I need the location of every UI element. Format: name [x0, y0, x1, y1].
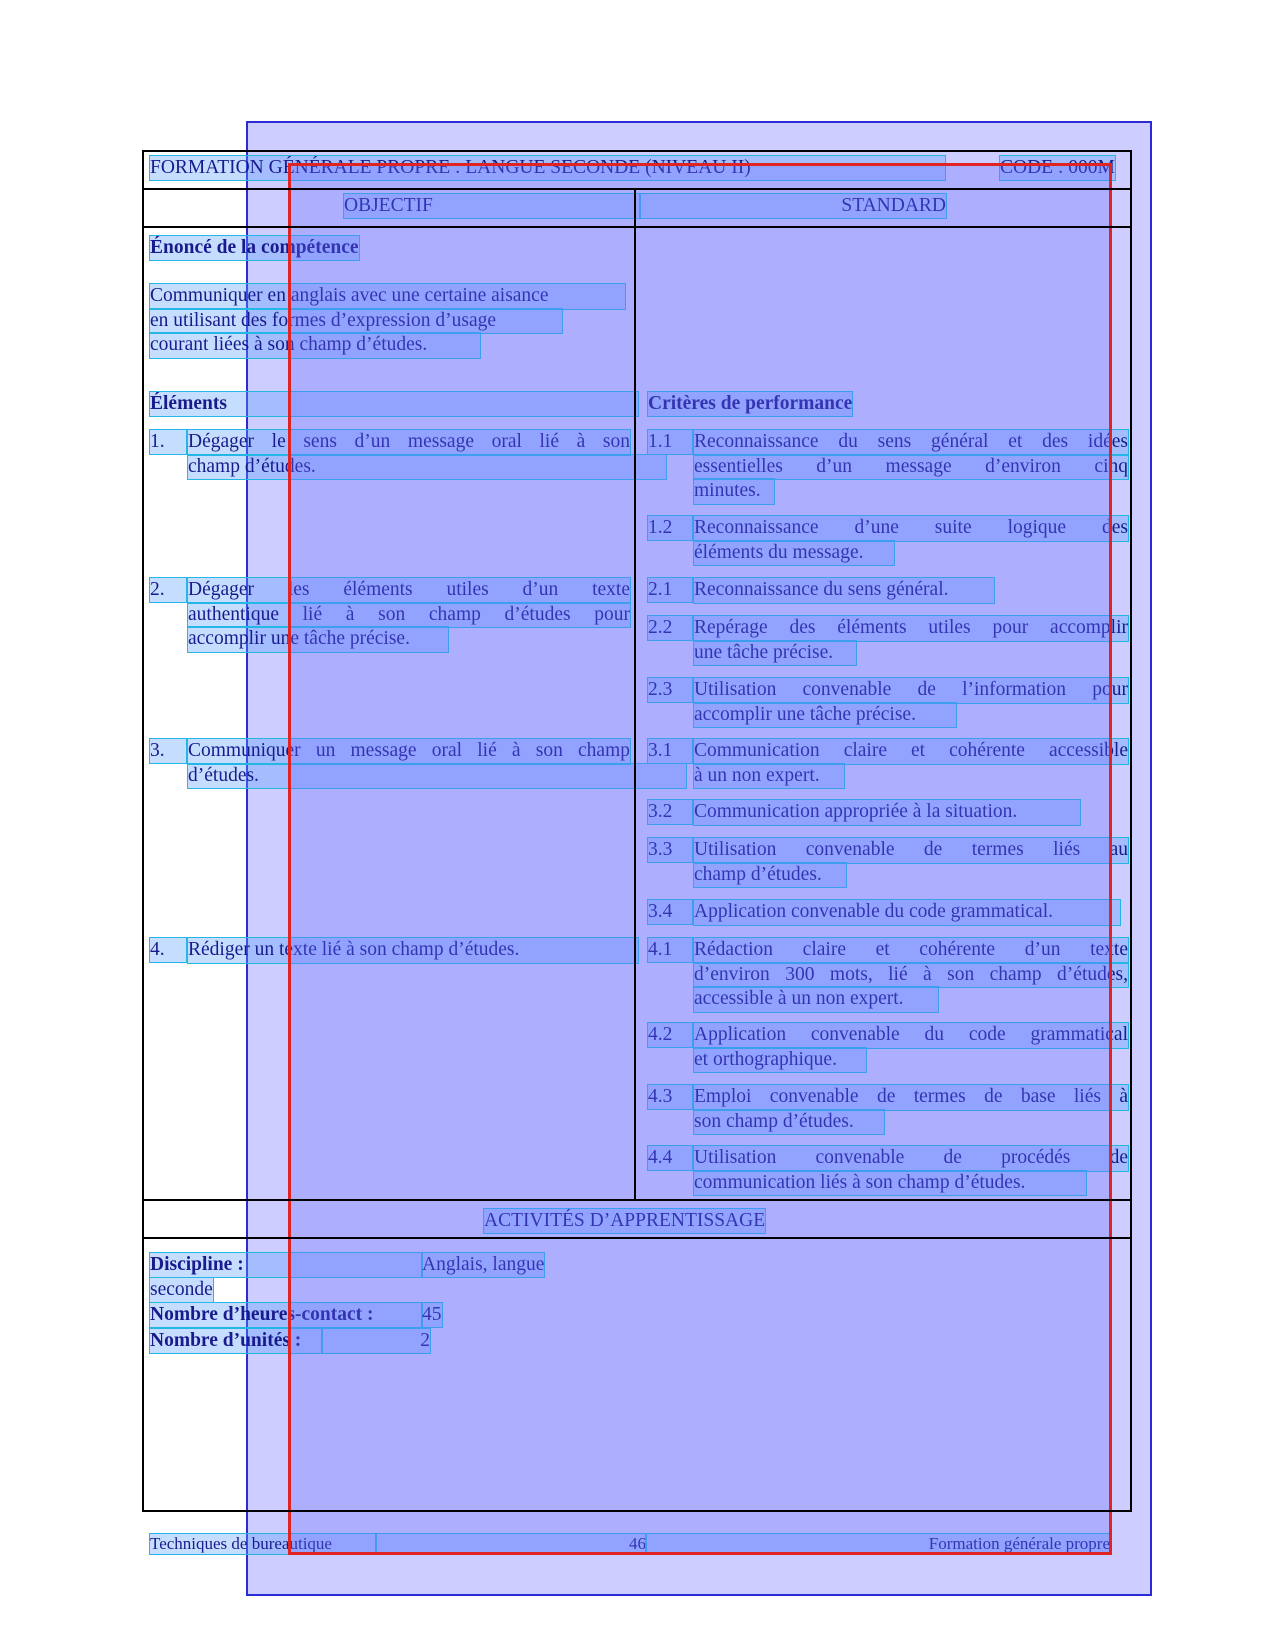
criterion-line: champ d’études. — [694, 863, 846, 888]
competence-line: Communiquer en anglais avec une certaine aisance — [150, 284, 625, 309]
column-objectif: OBJECTIF — [344, 194, 640, 218]
criterion-number: 4.4 — [648, 1146, 692, 1170]
divider-activities-top — [144, 1199, 1130, 1201]
criterion-line: Application convenable du code grammatical — [694, 1023, 1128, 1048]
criterion-line: Utilisation convenable de procédés de — [694, 1146, 1128, 1171]
criterion-number: 2.2 — [648, 616, 692, 640]
criterion-number: 4.2 — [648, 1023, 692, 1047]
divider-activities-bottom — [144, 1237, 1130, 1239]
criterion-line: son champ d’études. — [694, 1110, 884, 1135]
hours-label: Nombre d’heures-contact : — [150, 1303, 422, 1327]
criteria-heading: Critères de performance — [648, 393, 853, 414]
discipline-value: Anglais, langue — [422, 1254, 545, 1275]
element-number: 4. — [150, 938, 186, 962]
footer-right: Formation générale propre — [646, 1534, 1110, 1554]
criterion-number: 1.2 — [648, 516, 692, 540]
divider-columns — [144, 226, 1130, 228]
criterion-line: Reconnaissance du sens général et des idées — [694, 430, 1128, 455]
footer-left: Techniques de bureautique — [150, 1534, 376, 1554]
criterion-line: Application convenable du code grammatical. — [694, 900, 1120, 925]
hours-value: 45 — [422, 1304, 442, 1325]
page-title: FORMATION GÉNÉRALE PROPRE : LANGUE SECONDE (NIVEAU II) — [150, 156, 945, 180]
criterion-number: 4.1 — [648, 938, 692, 962]
element-number: 1. — [150, 430, 186, 454]
element-line: authentique lié à son champ d’études pour — [188, 603, 630, 628]
elements-heading: Éléments — [150, 392, 638, 416]
criterion-number: 1.1 — [648, 430, 692, 454]
element-line: Rédiger un texte lié à son champ d’études. — [188, 938, 638, 963]
element-line: Dégager le sens d’un message oral lié à son — [188, 430, 630, 455]
criterion-number: 3.4 — [648, 900, 692, 924]
criterion-line: communication liés à son champ d’études. — [694, 1171, 1086, 1196]
discipline-value-continued: seconde — [150, 1279, 213, 1300]
divider-vertical — [634, 188, 636, 1199]
activities-heading: ACTIVITÉS D’APPRENTISSAGE — [484, 1210, 766, 1231]
criterion-line: minutes. — [694, 479, 774, 504]
criterion-number: 2.1 — [648, 578, 692, 602]
criterion-line: Utilisation convenable de termes liés au — [694, 838, 1128, 863]
competence-line: en utilisant des formes d’expression d’usage — [150, 309, 562, 334]
course-code: CODE : 000M — [1000, 157, 1115, 178]
criterion-line: Emploi convenable de termes de base liés à — [694, 1085, 1128, 1110]
divider-header — [144, 188, 1130, 190]
page-number: 46 — [376, 1534, 646, 1554]
criterion-number: 4.3 — [648, 1085, 692, 1109]
competency-table — [142, 150, 1132, 1512]
criterion-line: une tâche précise. — [694, 641, 856, 666]
criterion-number: 3.1 — [648, 739, 692, 763]
column-standard: STANDARD — [640, 194, 946, 218]
criterion-line: à un non expert. — [694, 764, 844, 789]
competence-line: courant liées à son champ d’études. — [150, 333, 480, 358]
element-line: Dégager les éléments utiles d’un texte — [188, 578, 630, 603]
element-number: 3. — [150, 739, 186, 763]
units-value: 2 — [322, 1329, 430, 1353]
element-line: accomplir une tâche précise. — [188, 627, 448, 652]
criterion-line: et orthographique. — [694, 1048, 866, 1073]
element-number: 2. — [150, 578, 186, 602]
criterion-line: d’environ 300 mots, lié à son champ d’études, — [694, 963, 1128, 988]
units-label: Nombre d’unités : — [150, 1329, 322, 1353]
criterion-number: 3.2 — [648, 800, 692, 824]
competence-heading: Énoncé de la compétence — [150, 237, 359, 258]
criterion-number: 2.3 — [648, 678, 692, 702]
criterion-line: Communication claire et cohérente accessible — [694, 739, 1128, 764]
criterion-line: éléments du message. — [694, 541, 894, 566]
criterion-line: Repérage des éléments utiles pour accomplir — [694, 616, 1128, 641]
element-line: Communiquer un message oral lié à son champ — [188, 739, 630, 764]
criterion-line: Communication appropriée à la situation. — [694, 800, 1080, 825]
criterion-line: Utilisation convenable de l’information pour — [694, 678, 1128, 703]
criterion-line: accomplir une tâche précise. — [694, 703, 956, 728]
criterion-line: Reconnaissance du sens général. — [694, 578, 994, 603]
criterion-number: 3.3 — [648, 838, 692, 862]
element-line: d’études. — [188, 764, 686, 789]
criterion-line: Rédaction claire et cohérente d’un texte — [694, 938, 1128, 963]
element-line: champ d’études. — [188, 455, 666, 480]
criterion-line: essentielles d’un message d’environ cinq — [694, 455, 1128, 480]
discipline-label: Discipline : — [150, 1253, 422, 1277]
criterion-line: accessible à un non expert. — [694, 987, 938, 1012]
criterion-line: Reconnaissance d’une suite logique des — [694, 516, 1128, 541]
